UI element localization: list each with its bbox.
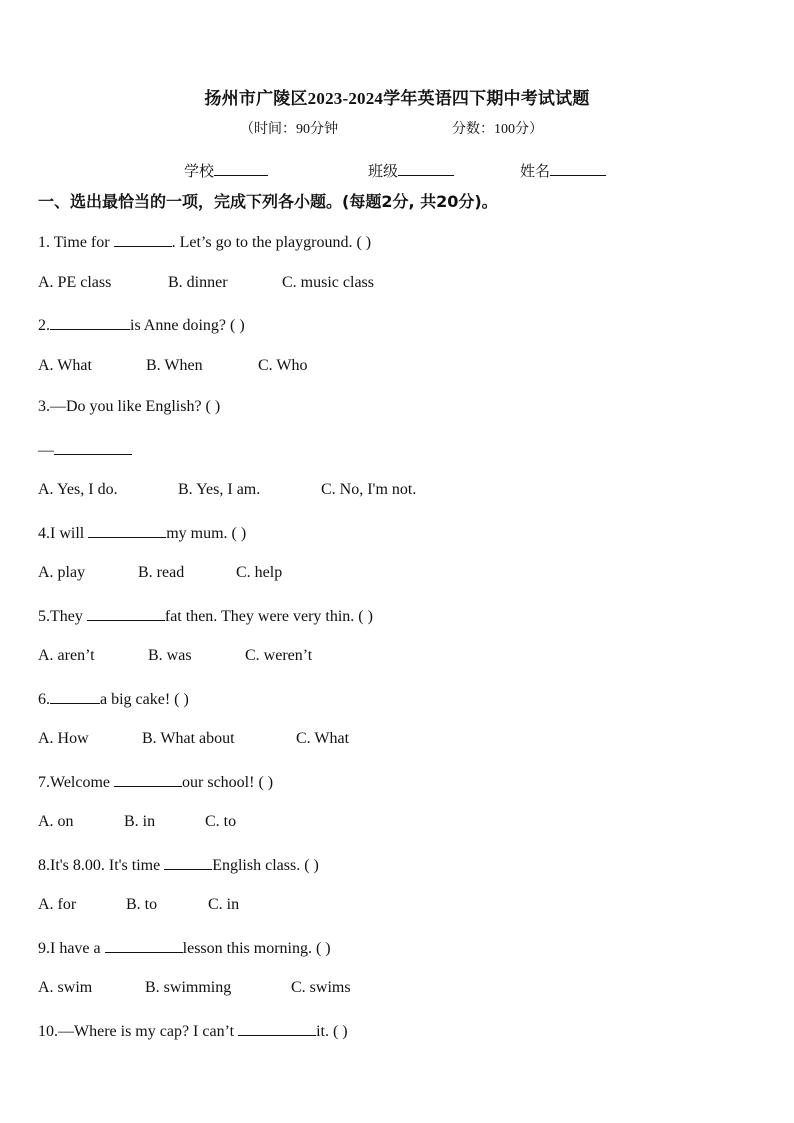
options-5: [38, 647, 758, 689]
question-3: [38, 398, 758, 440]
option-b[interactable]: B. swimming: [145, 979, 232, 996]
school-blank[interactable]: [214, 161, 268, 176]
option-c[interactable]: C. help: [236, 564, 283, 581]
option-b[interactable]: B. was: [148, 647, 192, 664]
dialog-dash: —: [38, 441, 54, 459]
question-text: 2.: [38, 317, 50, 334]
answer-blank[interactable]: [164, 855, 212, 870]
answer-blank[interactable]: [88, 523, 166, 538]
option-b[interactable]: B. in: [124, 813, 156, 830]
option-c[interactable]: C. music class: [282, 273, 374, 291]
name-field: [520, 160, 606, 181]
question-6: [38, 689, 758, 731]
options-9: [38, 979, 758, 1021]
option-b[interactable]: B. dinner: [168, 273, 228, 291]
answer-blank[interactable]: [114, 232, 172, 247]
name-label: 姓名: [520, 164, 551, 180]
answer-blank[interactable]: [238, 1021, 316, 1036]
answer-line-3: [38, 440, 758, 482]
question-text: 5.They: [38, 607, 87, 625]
options-4: [38, 564, 758, 606]
question-text: 3.—Do you like English? ( ): [38, 398, 221, 415]
option-c[interactable]: C. in: [208, 896, 240, 913]
question-text: 4.I will: [38, 524, 89, 542]
question-text: 8.It's 8.00. It's time: [38, 856, 165, 874]
option-a[interactable]: A. How: [38, 730, 89, 747]
exam-time: （时间：90分钟: [240, 122, 338, 137]
question-text: our school! ( ): [182, 773, 274, 791]
question-text: 1. Time for: [38, 234, 114, 251]
name-blank[interactable]: [550, 161, 606, 176]
option-a[interactable]: A. aren’t: [38, 647, 95, 664]
class-label: 班级: [368, 164, 399, 180]
question-8: [38, 855, 758, 897]
options-6: [38, 730, 758, 772]
answer-blank[interactable]: [114, 772, 182, 787]
option-a[interactable]: A. swim: [38, 979, 93, 996]
answer-blank[interactable]: [105, 938, 183, 953]
option-c[interactable]: C. What: [296, 730, 350, 747]
option-a[interactable]: A. on: [38, 813, 74, 830]
section-heading: 一、选出最恰当的一项，完成下列各小题。(每题2分, 共20分)。: [38, 192, 498, 211]
question-text: 10.—Where is my cap? I can’t: [38, 1022, 239, 1040]
question-text: my mum. ( ): [166, 524, 247, 542]
school-field: [184, 160, 268, 181]
question-text: 9.I have a: [38, 939, 105, 957]
question-2: [38, 315, 758, 357]
option-c[interactable]: C. weren’t: [245, 647, 313, 664]
question-10: [38, 1021, 758, 1063]
question-4: [38, 523, 758, 565]
options-7: [38, 813, 758, 855]
option-b[interactable]: B. What about: [142, 730, 235, 747]
question-9: [38, 938, 758, 980]
question-1: [38, 232, 758, 274]
question-text: 6.: [38, 690, 50, 708]
option-b[interactable]: B. Yes, I am.: [178, 481, 261, 498]
page-title: 扬州市广陵区2023-2024学年英语四下期中考试试题: [204, 89, 590, 108]
option-c[interactable]: C. to: [205, 813, 237, 830]
answer-blank[interactable]: [87, 606, 165, 621]
question-5: [38, 606, 758, 648]
option-a[interactable]: A. PE class: [38, 273, 112, 291]
option-b[interactable]: B. When: [146, 356, 203, 374]
answer-blank[interactable]: [50, 315, 130, 330]
options-8: [38, 896, 758, 938]
question-text: English class. ( ): [212, 856, 319, 874]
school-label: 学校: [184, 164, 215, 180]
option-a[interactable]: A. What: [38, 356, 92, 374]
question-list: [38, 232, 758, 1062]
option-a[interactable]: A. play: [38, 564, 86, 581]
options-1: [38, 274, 758, 316]
options-2: [38, 357, 758, 399]
question-text: . Let’s go to the playground. ( ): [171, 234, 372, 251]
option-b[interactable]: B. read: [138, 564, 185, 581]
option-a[interactable]: A. Yes, I do.: [38, 481, 118, 498]
options-3: [38, 481, 758, 523]
question-7: [38, 772, 758, 814]
question-text: lesson this morning. ( ): [182, 939, 331, 957]
option-c[interactable]: C. swims: [291, 979, 351, 996]
question-text: fat then. They were very thin. ( ): [164, 607, 373, 625]
class-field: [368, 160, 454, 181]
question-text: is Anne doing? ( ): [130, 317, 245, 334]
option-c[interactable]: C. Who: [258, 356, 308, 374]
exam-score: 分数：100分）: [452, 122, 543, 137]
question-text: a big cake! ( ): [100, 690, 189, 708]
option-b[interactable]: B. to: [126, 896, 158, 913]
question-text: 7.Welcome: [38, 773, 115, 791]
class-blank[interactable]: [398, 161, 454, 176]
answer-blank[interactable]: [50, 689, 100, 704]
option-c[interactable]: C. No, I'm not.: [321, 481, 417, 498]
question-text: it. ( ): [316, 1022, 348, 1040]
option-a[interactable]: A. for: [38, 896, 77, 913]
answer-blank[interactable]: [54, 440, 132, 455]
